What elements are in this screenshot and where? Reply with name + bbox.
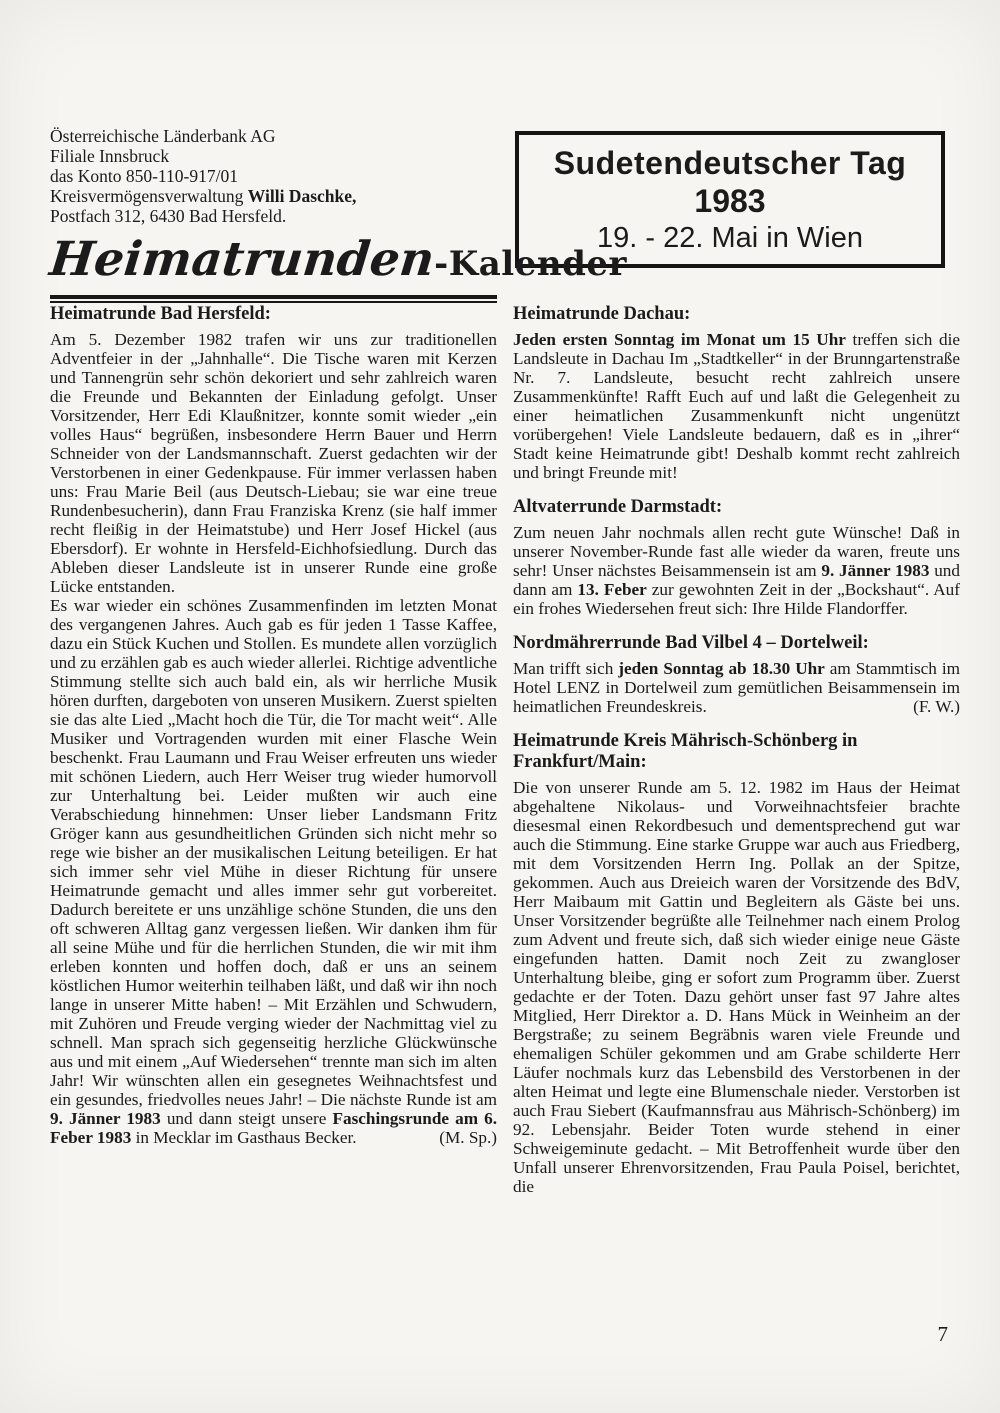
paragraph-text: Es war wieder ein schönes Zusammenfinden im letzten Monat des vergangenen Jahres. Auch gab es für jeden 1 Tasse Kaffee, dazu ein Stück Kuchen und Stollen. Es mundete allen vorzüglich und zu erzählen gab es auch wieder allerlei. Richtige adventliche Stimmung stellte sich auch bald ein, als wir herrliche Musik hören durften, dargeboten von unseren Musikern. Zuerst spielten sie das alte Lied „Macht hoch die Tür, die Tor macht weit“. Alle Musiker und Vortragenden wurden mit einer Flasche Wein beschenkt. Frau Laumann und Frau Weiser erfreuten uns wieder mit schönen Liedern, auch Herr Weiser trug wieder humorvoll zur Unterhaltung bei. Leider mußten wir auch eine Verabschiedung hinnehmen: Unser lieber Landsmann Fritz Gröger kann aus gesundheitlichen Gründen sich nicht mehr so rege wie bisher an der musikalischen Leitung beteiligen. Er hat sich immer sehr viel Mühe in dieser Richtung für unsere Heimatrunde gemacht und alles immer sehr gut vorbereitet. Dadurch bereitete er uns unzählige schöne Stunden, die uns den oft schweren Alltag ganz vergessen ließen. Wir danken ihm für all seine Mühe und für die herrlichen Stunden, die wir mit ihm erleben konnten und hoffen doch, daß er uns an seinem köstlichen Humor weiterhin teilhaben läßt, und daß wir ihn noch lange in unserer Mitte haben! – Mit Erzählen und Schwudern, mit Zuhören und Freude verging wieder der Nachmittag viel zu schnell. Man sprach sich gegenseitig herzliche Glückwünsche aus und mit einem „Auf Wiedersehen“ trennte man sich im alten Jahr! Wir wünschten allen ein gesegnetes Weihnachtsfest und ein gesundes, friedvolles neues Jahr! – Die nächste Runde ist am — [50, 596, 497, 1109]
address-line: Österreichische Länderbank AG — [50, 126, 276, 146]
meeting-time-highlight: jeden Sonntag ab 18.30 Uhr — [618, 659, 825, 678]
page-number: 7 — [937, 1322, 948, 1346]
masthead — [47, 232, 627, 303]
date-highlight: 13. Feber — [577, 580, 647, 599]
paragraph-text: und dann am — [513, 561, 960, 599]
section-heading-dachau: Heimatrunde Dachau: — [513, 304, 691, 324]
right-column — [513, 304, 960, 1196]
address-line: das Konto 850-110-917/01 — [50, 166, 238, 186]
paragraph-text: in Mecklar im Gasthaus Becker. — [131, 1128, 357, 1147]
meeting-time-highlight: Jeden ersten Sonntag im Monat um 15 Uhr — [513, 330, 846, 349]
bad-hersfeld-paragraph-1: Am 5. Dezember 1982 trafen wir uns zur traditionellen Adventfeier in der „Jahnhalle“. Die Tische waren mit Kerzen und Tannengrün sehr schön dekoriert und sehr zahlreich waren die Freunde und Bekannten der Einladung gefolgt. Unser Vorsitzender, Herr Edi Klaußnitzer, konnte somit wieder „ein volles Haus“ begrüßen, insbesondere Herrn Bauer und Herrn Schneider von der Landsmannschaft. Zuerst gedachten wir der Verstorbenen in einer Gedenkpause. Für immer verlassen haben uns: Frau Marie Beil (aus Deutsch-Liebau; sie war eine treue Rundenbesucherin), dann Frau Franziska Krenz (sie half immer recht fleißig in der Heimatstube) und Herr Josef Hickel (aus Ebersdorf). Er wohnte in Hersfeld-Eichhofsiedlung. Durch das Ableben dieser Landsleute ist in unserer Runde eine große Lücke entstanden. — [50, 330, 497, 596]
maehrisch-schoenberg-paragraph: Die von unserer Runde am 5. 12. 1982 im Haus der Heimat abgehaltene Nikolaus- und Vorweihnachtsfeier brachte diesesmal einen Rekordbesuch und dementsprechend gut war auch die Stimmung. Eine starke Gruppe war auch aus Friedberg, mit dem Vorsitzenden Herrn Ing. Pollak an der Spitze, gekommen. Auch aus Dreieich waren der Vorsitzende des BdV, Herr Maibaum mit Gattin und Begleitern als Gäste bei uns. Unser Vorsitzender begrüßte alle Teilnehmer nach einem Prolog zum Advent und freute sich, daß sich wieder einige neue Gäste eingefunden hatten. Damit noch Zeit zu zwangloser Unterhaltung bleibe, ging er sofort zum Programm über. Zuerst gedachte er der Toten. Dazu gehört unser fast 97 Jahre altes Mitglied, Herr Direktor a. D. Hans Mück in Weinheim an der Bergstraße; zu seinem Begräbnis waren viele Freunde und ehemaligen Schüler gekommen und am Grabe schilderte Herr Läufer nochmals kurz das Lebensbild des Verstorbenen in der alten Heimat und legte eine Blumenschale nieder. Verstorben ist auch Frau Siebert (Kaufmannsfrau aus Mährisch-Schönberg) im 92. Lebensjahr. Beider Toten wurde stehend in einer Schweigeminute gedacht. – Mit Betroffenheit wurde über den Unfall unserer Ehrenvorsitzenden, Frau Paula Poisel, berichtet, die — [513, 778, 960, 1196]
bad-vilbel-paragraph — [513, 659, 960, 716]
section-heading-bad-hersfeld: Heimatrunde Bad Hersfeld: — [50, 304, 271, 324]
paragraph-text: Man trifft sich — [513, 659, 619, 678]
dachau-paragraph — [513, 330, 960, 482]
darmstadt-paragraph — [513, 523, 960, 618]
paragraph-text: zur gewohnten Zeit in der „Bockshaut“. Auf ein frohes Wiedersehen freut sich: Ihre Hilde Flandorffer. — [513, 580, 960, 618]
date-highlight: Faschingsrunde am 6. Feber 1983 — [50, 1109, 497, 1147]
address-contact-name: Willi Daschke, — [247, 186, 357, 206]
paragraph-text: und dann steigt unsere — [160, 1109, 333, 1128]
address-line-text: Kreisvermögensverwaltung — [50, 186, 248, 206]
date-highlight: 9. Jänner 1983 — [821, 561, 930, 580]
bank-address-block — [50, 126, 356, 226]
paragraph-text: am Stammtisch im Hotel LENZ in Dortelweil zum gemütlichen Beisammensein im heimatlichen Freundeskreis. — [513, 659, 960, 716]
section-heading-bad-vilbel: Nordmährerrunde Bad Vilbel 4 – Dortelweil: — [513, 633, 869, 653]
author-signature: (M. Sp.) — [439, 1128, 497, 1147]
announcement-dates: 19. - 22. Mai in Wien — [597, 221, 863, 254]
paragraph-text: Zum neuen Jahr nochmals allen recht gute Wünsche! Daß in unserer November-Runde fast alle wieder da waren, freute uns sehr! Unser nächstes Beisammensein ist am — [513, 523, 960, 580]
author-signature: (F. W.) — [913, 697, 960, 716]
masthead-script-word: Heimatrunden — [47, 232, 437, 287]
masthead-suffix-word: -Kalender — [434, 244, 627, 284]
masthead-rule — [50, 295, 497, 303]
section-heading-darmstadt: Altvaterrunde Darmstadt: — [513, 497, 723, 517]
article-columns — [50, 304, 960, 1196]
paragraph-text: treffen sich die Landsleute in Dachau Im „Stadtkeller“ in der Brunngartenstraße Nr. 7. Landsleute, besucht recht zahlreich unsere Zusammenkünfte! Rafft Euch auf und laßt die Gelegenheit zu einer heimatlichen Zusammenkunft nicht ungenützt vorübergehen! Viele Landsleute bedauern, daß es in „ihrer“ Stadt keine Heimatrunde gibt! Deshalb kommt recht zahlreich und bringt Freunde mit! — [513, 330, 960, 482]
announcement-year: 1983 — [694, 182, 766, 219]
bad-hersfeld-paragraph-2 — [50, 596, 497, 1147]
date-highlight: 9. Jänner 1983 — [50, 1109, 161, 1128]
address-line: Postfach 312, 6430 Bad Hersfeld. — [50, 206, 287, 226]
left-column — [50, 304, 497, 1196]
address-line — [50, 186, 356, 206]
section-heading-maehrisch-schoenberg: Heimatrunde Kreis Mährisch-Schönberg in Frankfurt/Main: — [513, 731, 858, 772]
announcement-title: Sudetendeutscher Tag — [553, 144, 907, 181]
address-line: Filiale Innsbruck — [50, 146, 170, 166]
